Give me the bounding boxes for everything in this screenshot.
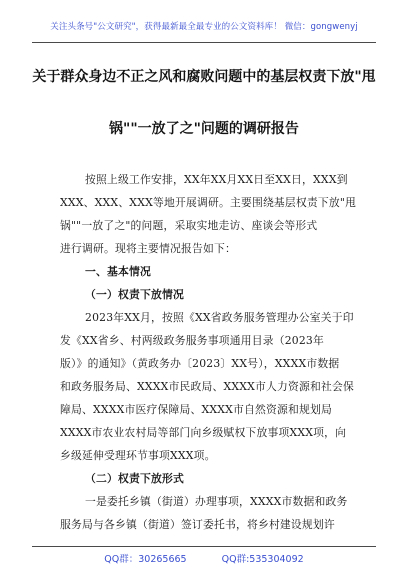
section-heading: 一、基本情况: [85, 265, 151, 278]
footer-qq-group-1: QQ群：30265665: [104, 554, 187, 565]
subsection-heading: （一）权责下放情况: [85, 288, 184, 301]
body-line: 按照上级工作安排，XX年XX月XX日至XX日，XXX到: [85, 173, 348, 186]
body-line: 乡级延伸受理环节事项XXX项。: [60, 449, 216, 462]
body-line: XXX、XXX、XXX等地开展调研。主要围绕基层权责下放"甩: [60, 196, 357, 209]
body-line: 版）》的通知》（黄政务办〔2023〕XX号），XXXX市数据: [60, 357, 340, 370]
body-line: XXXX市农业农村局等部门向乡级赋权下放事项XXX项，向: [60, 426, 347, 439]
document-title-line-1: 关于群众身边不正之风和腐败问题中的基层权责下放"甩: [32, 69, 376, 85]
document-title-line-2: 锅""一放了之"问题的调研报告: [109, 121, 299, 137]
body-line: 和政务服务局、XXXX市民政局、XXXX市人力资源和社会保: [60, 380, 355, 393]
footer-divider: [32, 546, 376, 547]
body-line: 服务局与各乡镇（街道）签订委托书，将乡村建设规划许: [60, 518, 335, 531]
body-line: 锅""一放了之"的问题，采取实地走访、座谈会等形式: [60, 219, 318, 232]
footer-qq-group-2: QQ群:535304092: [221, 554, 304, 565]
footer: [0, 551, 408, 565]
body-line: 进行调研。现将主要情况报告如下：: [60, 242, 236, 255]
body-line: 2023年XX月，按照《XX省政务服务管理办公室关于印: [85, 311, 354, 324]
body-line: 发《XX省乡、村两级政务服务事项通用目录（2023年: [60, 334, 324, 347]
header-divider: [32, 42, 376, 43]
subsection-heading: （二）权责下放形式: [85, 472, 184, 485]
body-line: 一是委托乡镇（街道）办理事项，XXXX市数据和政务: [85, 495, 348, 508]
header-banner: 关注头条号"公文研究"，获得最新最全最专业的公文资料库！ 微信：gongwenyj: [50, 22, 358, 32]
body-line: 障局、XXXX市医疗保障局、XXXX市自然资源和规划局: [60, 403, 333, 416]
